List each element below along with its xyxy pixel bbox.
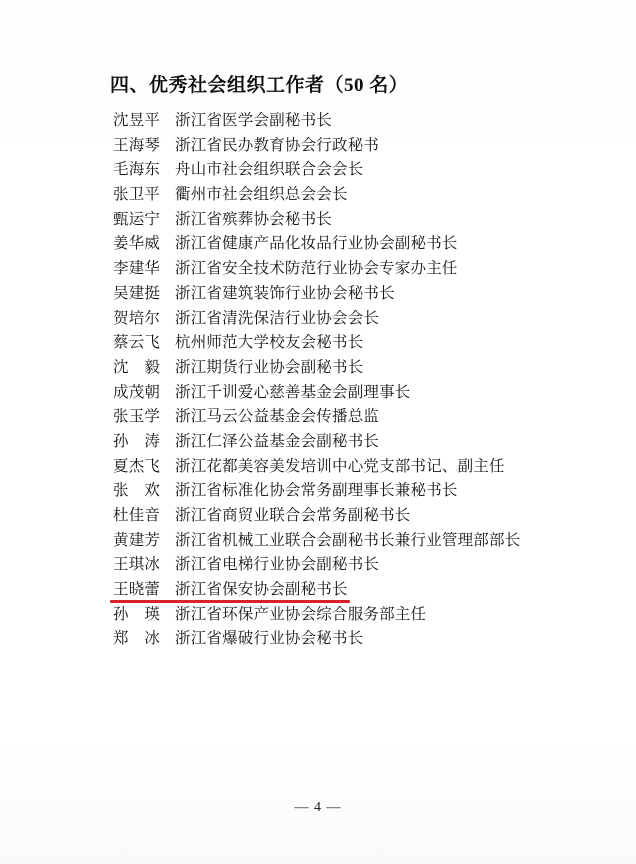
recipient-title: 浙江省建筑装饰行业协会秘书长 — [175, 284, 395, 302]
list-item — [60, 409, 576, 425]
list-item — [60, 385, 576, 401]
recipient-name: 杜佳音 — [113, 507, 161, 524]
recipient-title: 浙江省环保产业协会综合服务部主任 — [175, 605, 427, 623]
list-item — [60, 286, 576, 302]
list-item — [60, 557, 576, 573]
recipient-title: 舟山市社会组织联合会会长 — [175, 161, 364, 179]
recipient-name: 李建华 — [113, 260, 161, 278]
recipient-title: 浙江省商贸业联合会常务副秘书长 — [175, 507, 411, 524]
recipient-name: 姜华威 — [113, 235, 161, 253]
recipient-title: 浙江省电梯行业协会副秘书长 — [175, 556, 380, 574]
list-item — [60, 508, 576, 524]
recipient-name: 王海琴 — [113, 136, 161, 154]
list-item — [60, 212, 576, 228]
recipient-title: 浙江省安全技术防范行业协会专家办主任 — [175, 260, 458, 278]
recipient-title: 浙江马云公益基金会传播总监 — [175, 408, 380, 426]
page-title: 四、优秀社会组织工作者（50 名） — [110, 75, 409, 96]
recipient-name: 夏杰飞 — [113, 457, 161, 475]
recipient-title: 浙江千训爱心慈善基金会副理事长 — [175, 383, 411, 401]
list-item — [60, 261, 576, 277]
recipient-name: 王琪冰 — [113, 556, 161, 574]
recipient-title: 浙江期货行业协会副秘书长 — [175, 358, 364, 376]
recipient-name: 沈 毅 — [113, 358, 161, 376]
recipient-name: 贺培尔 — [113, 309, 161, 327]
award-recipient-list — [60, 113, 576, 647]
list-item — [60, 582, 576, 598]
recipient-title: 浙江省医学会副秘书长 — [175, 112, 333, 129]
recipient-title: 浙江省殡葬协会秘书长 — [175, 210, 333, 228]
recipient-title: 浙江省民办教育协会行政秘书 — [175, 136, 380, 154]
recipient-title: 浙江花都美容美发培训中心党支部书记、副主任 — [175, 457, 505, 475]
recipient-name: 张玉学 — [113, 408, 161, 426]
list-item — [60, 360, 576, 376]
list-item — [60, 631, 576, 647]
list-item — [60, 335, 576, 351]
recipient-name: 孙 瑛 — [113, 605, 161, 623]
list-item — [60, 607, 576, 623]
recipient-name: 蔡云飞 — [113, 334, 161, 352]
list-item — [60, 311, 576, 327]
list-item — [60, 533, 576, 549]
recipient-name: 甄运宁 — [113, 210, 161, 228]
recipient-title: 浙江省健康产品化妆品行业协会副秘书长 — [175, 235, 458, 253]
recipient-title: 浙江省爆破行业协会秘书长 — [175, 630, 364, 648]
recipient-title: 浙江省清洗保洁行业协会会长 — [175, 309, 380, 327]
list-item — [60, 236, 576, 252]
recipient-name: 沈昱平 — [113, 112, 161, 129]
recipient-title: 杭州师范大学校友会秘书长 — [175, 334, 364, 352]
recipient-name: 孙 涛 — [113, 432, 161, 450]
list-item — [60, 434, 576, 450]
recipient-title: 浙江省标准化协会常务副理事长兼秘书长 — [175, 482, 458, 500]
recipient-name: 毛海东 — [113, 161, 161, 179]
list-item — [60, 138, 576, 154]
recipient-title: 衢州市社会组织总会会长 — [175, 186, 348, 204]
recipient-title: 浙江仁泽公益基金会副秘书长 — [175, 432, 380, 450]
list-item — [60, 459, 576, 475]
recipient-name: 张 欢 — [113, 482, 161, 500]
page-number: — 4 — — [294, 800, 342, 815]
list-item — [60, 162, 576, 178]
recipient-title: 浙江省保安协会副秘书长 — [175, 581, 348, 599]
recipient-title: 浙江省机械工业联合会副秘书长兼行业管理部部长 — [175, 531, 521, 549]
recipient-name: 张卫平 — [113, 186, 161, 204]
recipient-name: 黄建芳 — [113, 531, 161, 549]
recipient-name: 王晓蕾 — [113, 581, 161, 599]
list-item — [60, 113, 576, 129]
list-item — [60, 187, 576, 203]
recipient-name: 成茂朝 — [113, 383, 161, 401]
red-underline-annotation — [110, 600, 350, 603]
recipient-name: 郑 冰 — [113, 630, 161, 648]
list-item — [60, 483, 576, 499]
recipient-name: 吴建挺 — [113, 284, 161, 302]
